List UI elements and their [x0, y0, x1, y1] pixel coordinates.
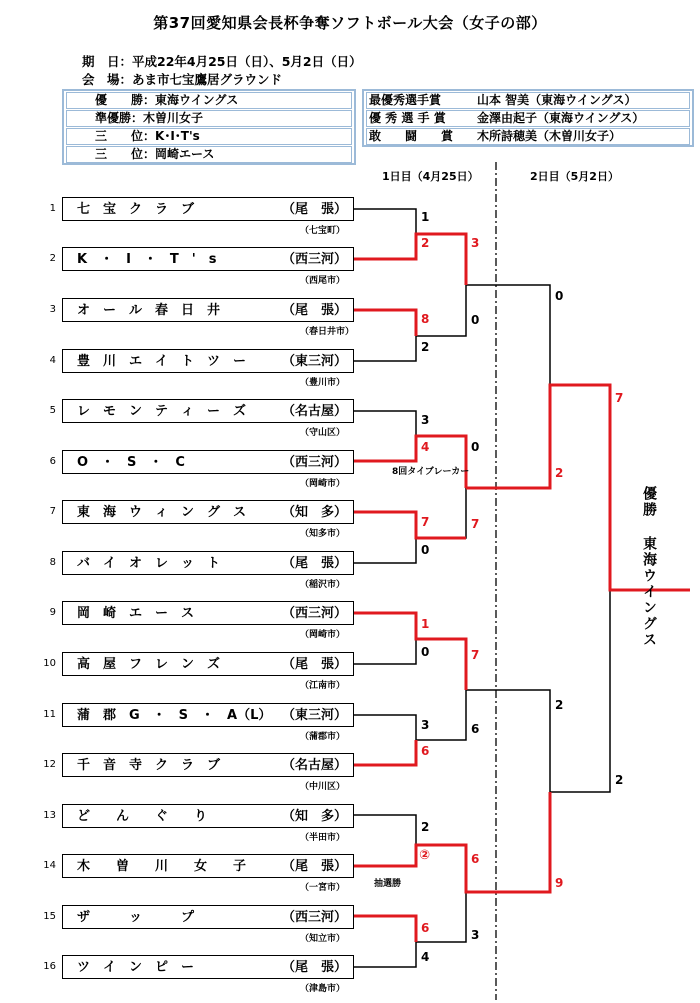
team-box: [62, 753, 354, 777]
result-value: 岡崎エース: [155, 147, 215, 161]
score-2: 2: [421, 236, 430, 250]
score-7: 7: [421, 515, 430, 529]
score-r2-5: 7: [471, 648, 480, 662]
tournament-dates: 期 日：平成22年4月25日（日）、5月2日（日）: [82, 54, 362, 69]
result-value: 東海ウイングス: [155, 93, 239, 107]
team-name: O ・ S ・ C: [77, 455, 185, 470]
team-region: （知 多）: [281, 809, 347, 824]
award-label: 優 秀 選 手 賞: [369, 111, 446, 125]
team-city: （守山区）: [300, 428, 346, 438]
team-region: （知 多）: [281, 505, 347, 520]
team-seed: 12: [43, 759, 56, 770]
score-3: 8: [421, 312, 430, 326]
team-name: ツ イ ン ピ ー: [77, 960, 195, 975]
team-region: （尾 張）: [281, 303, 347, 318]
team-box: [62, 247, 354, 271]
team-seed: 15: [43, 911, 56, 922]
score-r2-8: 3: [471, 928, 480, 942]
team-name: 蒲 郡 G ・ S ・ A（L）: [77, 708, 272, 723]
team-name: ザ ッ プ: [77, 910, 195, 925]
award-label: 最優秀選手賞: [369, 93, 442, 107]
lottery-note: 抽選勝: [374, 879, 402, 889]
team-seed: 4: [49, 355, 56, 366]
team-name: 豊 川 エ イ ト ツ ー: [77, 354, 247, 369]
team-city: （津島市）: [300, 984, 346, 994]
award-value: 山本 智美（東海ウイングス）: [477, 93, 637, 107]
score-qf-2: 2: [555, 466, 564, 480]
score-qf-3: 2: [555, 698, 564, 712]
team-city: （春日井市）: [300, 327, 355, 337]
team-seed: 7: [49, 506, 56, 517]
score-6: 4: [421, 440, 430, 454]
team-region: （東三河）: [281, 354, 347, 369]
score-qf-1: 0: [555, 289, 564, 303]
team-box: [62, 703, 354, 727]
team-region: （東三河）: [281, 708, 347, 723]
team-city: （知立市）: [300, 934, 346, 944]
score-r2-1: 3: [471, 236, 480, 250]
score-10: 0: [421, 645, 430, 659]
result-label: 三 位：: [95, 129, 156, 143]
team-name: K ・ I ・ T ' s: [77, 252, 217, 267]
team-box: [62, 601, 354, 625]
result-label: 優 勝：: [95, 93, 156, 107]
team-seed: 11: [43, 709, 56, 720]
team-city: （知多市）: [300, 529, 346, 539]
team-seed: 1: [49, 203, 56, 214]
score-r2-3: 0: [471, 440, 480, 454]
team-city: （一宮市）: [300, 883, 346, 893]
team-seed: 2: [49, 253, 56, 264]
team-box: [62, 652, 354, 676]
team-box: [62, 905, 354, 929]
team-box: [62, 955, 354, 979]
team-region: （尾 張）: [281, 556, 347, 571]
score-9: 1: [421, 617, 430, 631]
team-name: 岡 崎 エ ー ス: [77, 606, 195, 621]
team-region: （尾 張）: [281, 960, 347, 975]
team-seed: 6: [49, 456, 56, 467]
team-seed: 13: [43, 810, 56, 821]
team-box: [62, 450, 354, 474]
team-seed: 16: [43, 961, 56, 972]
team-name: 東 海 ウ ィ ン グ ス: [77, 505, 247, 520]
champion-label: 優勝: [641, 486, 657, 518]
score-r2-6: 6: [471, 722, 480, 736]
result-label: 準優勝：: [95, 111, 144, 125]
champion-team: 東海ウイングス: [641, 536, 657, 648]
team-name: 千 音 寺 ク ラ ブ: [77, 758, 221, 773]
score-r2-2: 0: [471, 313, 480, 327]
team-city: （岡崎市）: [300, 630, 346, 640]
team-box: [62, 500, 354, 524]
team-city: （江南市）: [300, 681, 346, 691]
score-final-1: 7: [615, 391, 624, 405]
score-1: 1: [421, 210, 430, 224]
team-box: [62, 298, 354, 322]
result-value: 木曽川女子: [143, 111, 204, 125]
team-city: （中川区）: [300, 782, 346, 792]
team-seed: 9: [49, 607, 56, 618]
team-region: （名古屋）: [281, 758, 347, 773]
score-4: 2: [421, 340, 430, 354]
team-box: [62, 349, 354, 373]
team-name: 木 曽 川 女 子: [77, 859, 247, 874]
team-box: [62, 197, 354, 221]
score-13: 2: [421, 820, 430, 834]
team-box: [62, 854, 354, 878]
team-seed: 5: [49, 405, 56, 416]
team-region: （尾 張）: [281, 202, 347, 217]
award-label: 敢 闘 賞: [369, 129, 454, 143]
team-name: 七 宝 ク ラ ブ: [77, 202, 195, 217]
team-city: （豊川市）: [300, 378, 346, 388]
team-box: [62, 551, 354, 575]
page-title: 第37回愛知県会長杯争奪ソフトボール大会（女子の部）: [153, 14, 547, 32]
team-name: レ モ ン テ ィ ー ズ: [77, 404, 247, 419]
tiebreak-note: 8回タイブレーカー: [392, 467, 470, 477]
team-name: オ ー ル 春 日 井: [77, 303, 221, 318]
team-city: （蒲郡市）: [300, 732, 346, 742]
result-label: 三 位：: [95, 147, 156, 161]
team-region: （尾 張）: [281, 657, 347, 672]
score-12: 6: [421, 744, 430, 758]
team-city: （岡崎市）: [300, 479, 346, 489]
score-11: 3: [421, 718, 430, 732]
award-value: 金澤由起子（東海ウイングス）: [477, 111, 645, 125]
score-15: 6: [421, 921, 430, 935]
team-name: バ イ オ レ ッ ト: [77, 556, 221, 571]
score-5: 3: [421, 413, 430, 427]
team-region: （尾 張）: [281, 859, 347, 874]
score-16: 4: [421, 950, 430, 964]
team-city: （西尾市）: [300, 276, 346, 286]
score-14: ②: [419, 848, 431, 863]
team-city: （稲沢市）: [300, 580, 346, 590]
team-region: （西三河）: [281, 252, 347, 267]
bracket-black: [354, 209, 610, 967]
day2-label: 2日目（5月2日）: [530, 170, 619, 183]
score-8: 0: [421, 543, 430, 557]
score-r2-7: 6: [471, 852, 480, 866]
team-city: （半田市）: [300, 833, 346, 843]
team-name: 高 屋 フ レ ン ズ: [77, 657, 221, 672]
team-region: （西三河）: [281, 910, 347, 925]
team-seed: 14: [43, 860, 56, 871]
team-box: [62, 804, 354, 828]
team-name: ど ん ぐ り: [77, 809, 208, 824]
result-value: K･I･T's: [155, 129, 200, 143]
score-final-2: 2: [615, 773, 624, 787]
team-seed: 3: [49, 304, 56, 315]
score-qf-4: 9: [555, 876, 564, 890]
score-r2-4: 7: [471, 517, 480, 531]
tournament-venue: 会 場：あま市七宝鷹居グラウンド: [82, 72, 283, 87]
team-region: （西三河）: [281, 606, 347, 621]
team-region: （西三河）: [281, 455, 347, 470]
team-region: （名古屋）: [281, 404, 347, 419]
day1-label: 1日目（4月25日）: [382, 170, 479, 183]
team-seed: 8: [49, 557, 56, 568]
team-seed: 10: [43, 658, 56, 669]
team-box: [62, 399, 354, 423]
team-city: （七宝町）: [300, 226, 346, 236]
award-value: 木所詩穂美（木曽川女子）: [477, 129, 622, 143]
